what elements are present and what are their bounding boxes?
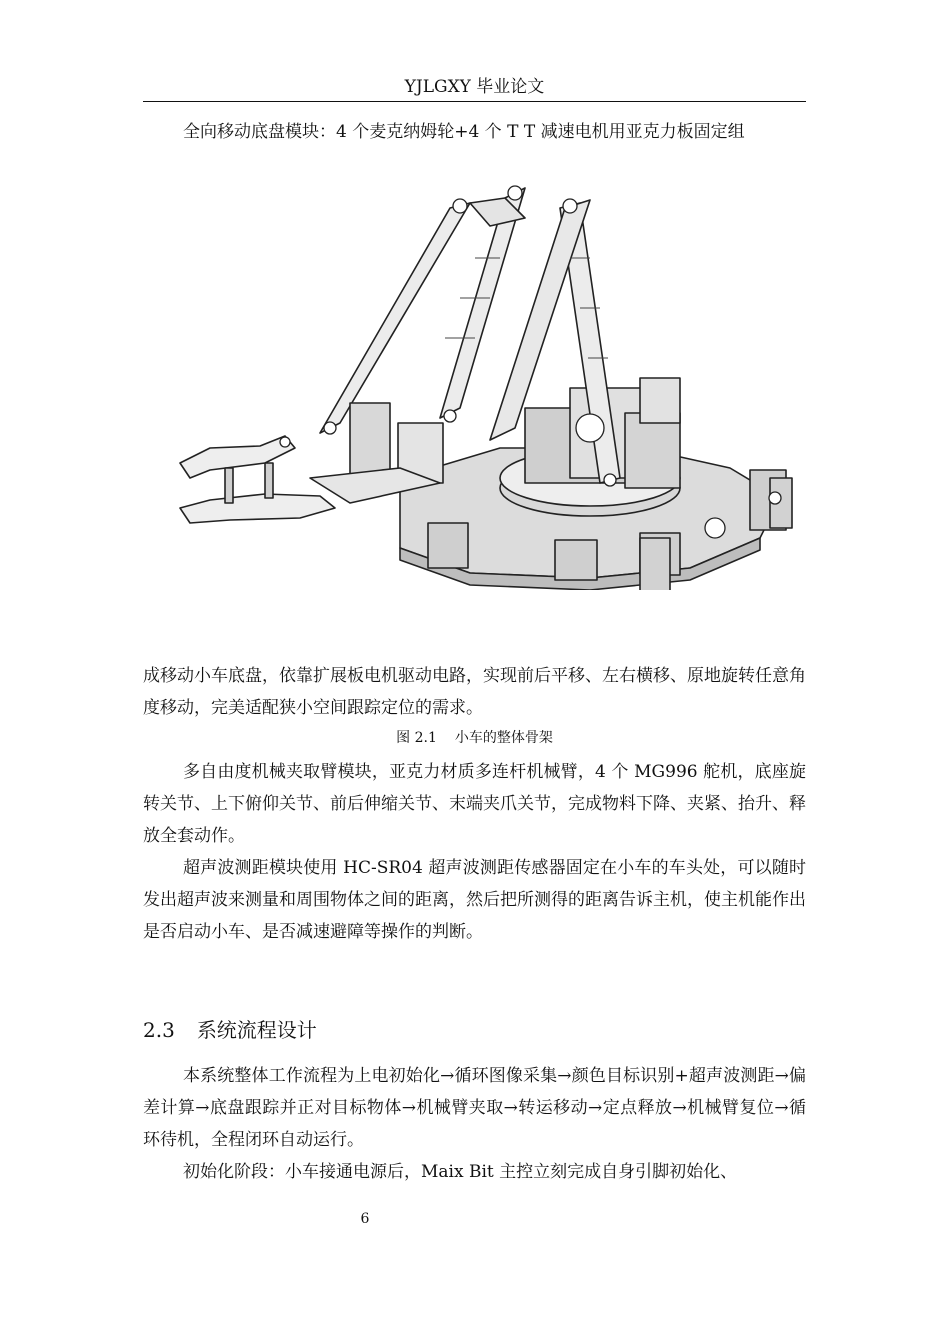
paragraph-arm-module: 多自由度机械夹取臂模块，亚克力材质多连杆机械臂，4 个 MG996 舵机，底座旋转关节、上下俯仰关节、前后伸缩关节、末端夹爪关节，完成物料下降、夹紧、抬升、释放全套动作。 bbox=[143, 762, 806, 846]
robot-arm-drawing bbox=[170, 178, 810, 590]
paragraph-chassis-intro: 全向移动底盘模块：4 个麦克纳姆轮+4 个 T T 减速电机用亚克力板固定组 bbox=[183, 122, 745, 142]
page-number: 6 bbox=[360, 1211, 370, 1227]
paragraph-chassis-continued: 成移动小车底盘，依靠扩展板电机驱动电路，实现前后平移、左右横移、原地旋转任意角度移动，完美适配狭小空间跟踪定位的需求。 bbox=[143, 666, 806, 718]
section-heading bbox=[143, 1016, 317, 1044]
paragraph-initialization: 初始化阶段：小车接通电源后，Maix Bit 主控立刻完成自身引脚初始化、 bbox=[183, 1162, 738, 1182]
page-header: YJLGXY 毕业论文 bbox=[404, 77, 545, 97]
paragraph-ultrasonic-module: 超声波测距模块使用 HC-SR04 超声波测距传感器固定在小车的车头处，可以随时发出超声波来测量和周围物体之间的距离，然后把所测得的距离告诉主机，使主机能作出是否启动小车、是否减速避障等操作的判断。 bbox=[143, 858, 806, 942]
section-number: 2.3 bbox=[143, 1018, 175, 1042]
header-rule bbox=[143, 101, 806, 102]
figure-number: 图 2.1 bbox=[396, 730, 437, 746]
robot-arm-figure bbox=[170, 178, 810, 590]
paragraph-system-flow: 本系统整体工作流程为上电初始化→循环图像采集→颜色目标识别+超声波测距→偏差计算→底盘跟踪并正对目标物体→机械臂夹取→转运移动→定点释放→机械臂复位→循环待机，全程闭环自动运行。 bbox=[143, 1066, 806, 1150]
section-title: 系统流程设计 bbox=[196, 1018, 317, 1042]
figure-caption bbox=[143, 728, 806, 748]
figure-caption-text: 小车的整体骨架 bbox=[454, 730, 553, 746]
